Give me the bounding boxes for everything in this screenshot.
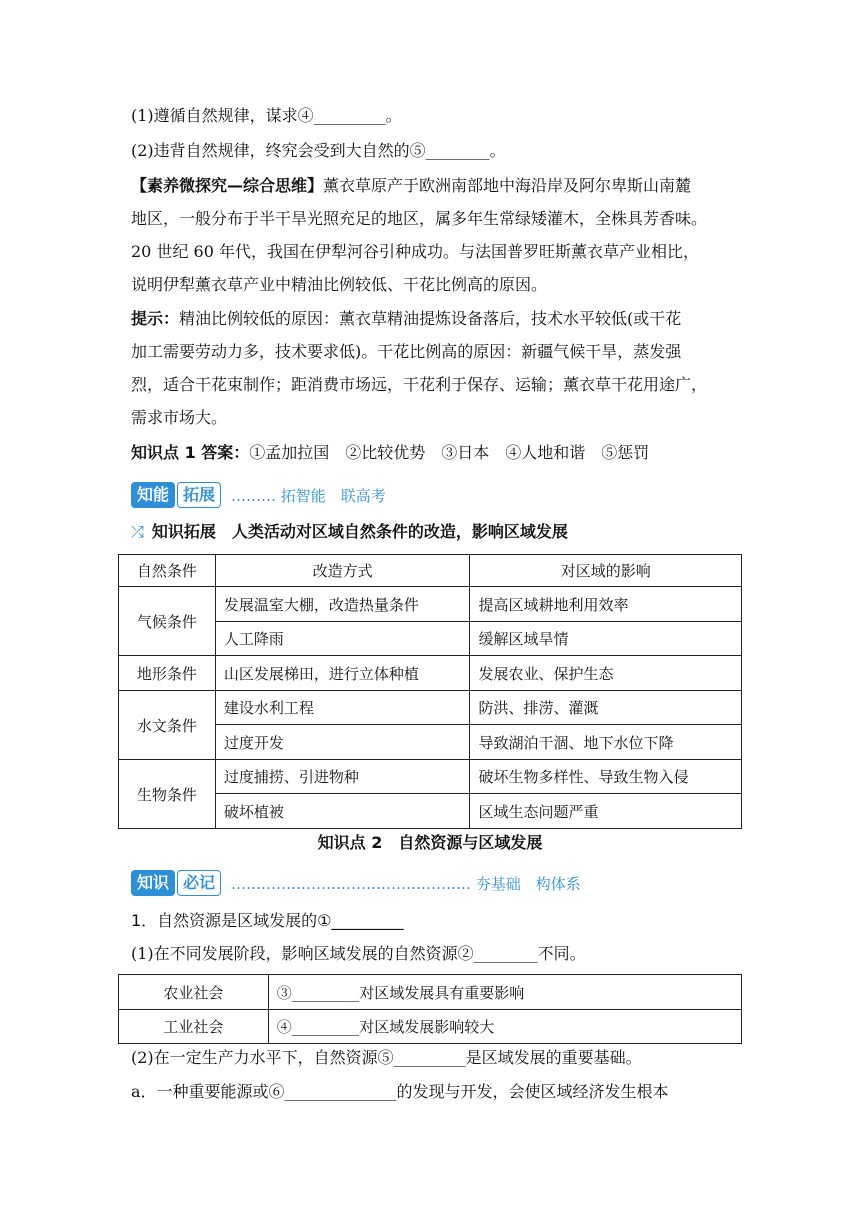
hint-line	[131, 309, 743, 329]
table-header: 自然条件	[119, 555, 216, 587]
badge-tagline: ………………………………………… 夯基础 构体系	[231, 874, 581, 893]
hint-label: 提示：	[131, 309, 180, 328]
answer-text: ①孟加拉国 ②比较优势 ③日本 ④人地和谐 ⑤惩罚	[249, 443, 650, 462]
table-cell-condition: 地形条件	[119, 656, 216, 691]
hint-line: 加工需要劳动力多，技术要求低)。干花比例高的原因：新疆气候干旱，蒸发强	[131, 342, 682, 361]
table-cell-condition: 生物条件	[119, 760, 216, 829]
table-cell-stage: 工业社会	[119, 1010, 269, 1044]
table-cell: 发展温室大棚，改造热量条件	[215, 587, 470, 622]
hint-line: 烈，适合干花束制作；距消费市场远，干花利于保存、运输；薰衣草干花用途广，	[131, 375, 708, 394]
probe-text: 薰衣草原产于欧洲南部地中海沿岸及阿尔卑斯山南麓	[323, 176, 692, 195]
section-badge	[131, 870, 581, 896]
text-line: 1．自然资源是区域发展的①_________	[131, 911, 404, 930]
table-cell: 建设水利工程	[215, 691, 470, 725]
badge-part-b: 拓展	[177, 482, 221, 508]
hint-text: 精油比例较低的原因：薰衣草精油提炼设备落后，技术水平较低(或干花	[179, 309, 682, 328]
extension-heading	[131, 522, 743, 542]
table-cell: 破坏生物多样性、导致生物入侵	[470, 760, 742, 794]
text-line: (2)违背自然规律，终究会受到大自然的⑤________。	[131, 141, 506, 160]
table-cell: ③_________对区域发展具有重要影响	[268, 975, 741, 1010]
table-cell: 导致湖泊干涸、地下水位下降	[470, 725, 742, 760]
probe-line: 地区，一般分布于半干旱光照充足的地区，属多年生常绿矮灌木，全株具芳香味。	[131, 209, 708, 228]
answer-label: 知识点 1 答案：	[131, 443, 250, 462]
table-cell: 过度开发	[215, 725, 470, 760]
text-line: (1)遵循自然规律，谋求④_________。	[131, 106, 402, 125]
stage-table	[118, 974, 742, 1044]
section-badge	[131, 482, 386, 508]
table-cell: 提高区域耕地利用效率	[470, 587, 742, 622]
table-cell: 人工降雨	[215, 622, 470, 656]
table-cell-stage: 农业社会	[119, 975, 269, 1010]
shuffle-icon: ⤮	[131, 522, 144, 541]
extension-table	[118, 554, 742, 829]
table-cell: 防洪、排涝、灌溉	[470, 691, 742, 725]
badge-tagline: ……… 拓智能 联高考	[231, 486, 386, 505]
badge-part-b: 必记	[177, 870, 221, 896]
table-cell: 缓解区域旱情	[470, 622, 742, 656]
table-header: 改造方式	[215, 555, 470, 587]
badge-part-a: 知能	[131, 482, 175, 508]
probe-line: 说明伊犁薰衣草产业中精油比例较低、干花比例高的原因。	[131, 275, 548, 294]
table-cell: 过度捕捞、引进物种	[215, 760, 470, 794]
table-cell-condition: 水文条件	[119, 691, 216, 760]
badge-part-a: 知识	[131, 870, 175, 896]
table-cell: 山区发展梯田，进行立体种植	[215, 656, 470, 691]
section-title: 知识点 2 自然资源与区域发展	[317, 833, 543, 852]
probe-title: 【素养微探究—综合思维】	[131, 176, 324, 195]
text-line: a．一种重要能源或⑥______________的发现与开发，会使区域经济发生根本	[131, 1082, 669, 1101]
table-cell: 发展农业、保护生态	[470, 656, 742, 691]
text-line: (1)在不同发展阶段，影响区域发展的自然资源②________不同。	[131, 944, 586, 963]
table-cell-condition: 气候条件	[119, 587, 216, 656]
table-cell: ④_________对区域发展影响较大	[268, 1010, 741, 1044]
probe-line	[131, 176, 743, 196]
hint-line: 需求市场大。	[131, 408, 228, 427]
table-cell: 区域生态问题严重	[470, 794, 742, 829]
table-cell: 破坏植被	[215, 794, 470, 829]
probe-line: 20 世纪 60 年代，我国在伊犁河谷引种成功。与法国普罗旺斯薰衣草产业相比，	[131, 242, 699, 261]
answer-line	[131, 443, 743, 463]
text-line: (2)在一定生产力水平下，自然资源⑤_________是区域发展的重要基础。	[131, 1048, 642, 1067]
table-header: 对区域的影响	[470, 555, 742, 587]
extension-heading-text: 知识拓展 人类活动对区域自然条件的改造，影响区域发展	[151, 522, 568, 541]
